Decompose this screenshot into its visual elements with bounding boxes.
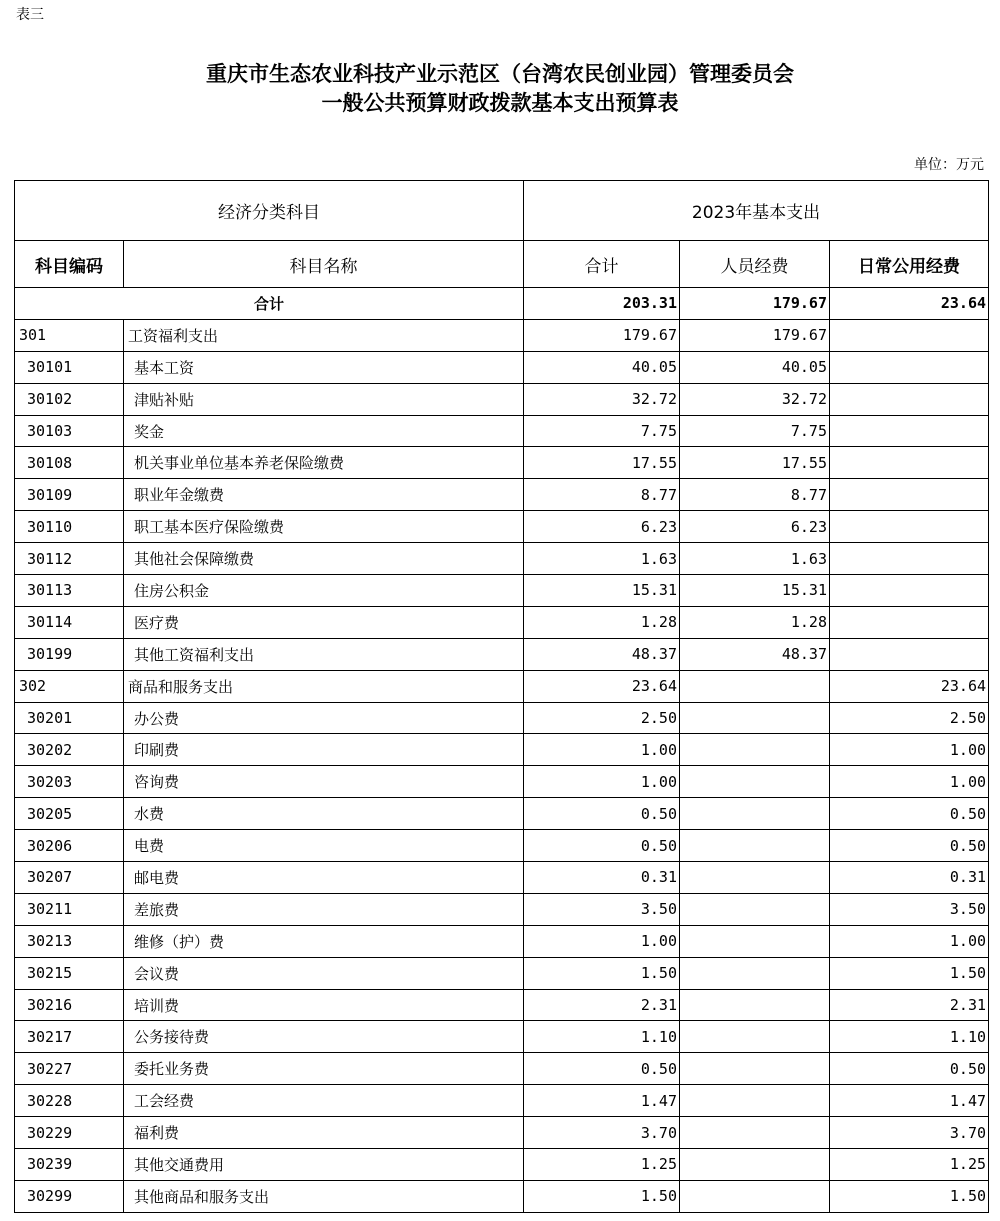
table-row [15, 1117, 989, 1149]
table-row [15, 893, 989, 925]
cell-name: 办公费 [124, 702, 524, 734]
cell-daily: 1.00 [830, 925, 989, 957]
header-row-top [15, 181, 989, 241]
table-row [15, 383, 989, 415]
table-row [15, 830, 989, 862]
cell-daily: 2.31 [830, 989, 989, 1021]
cell-total: 1.63 [524, 543, 680, 575]
cell-name: 医疗费 [124, 606, 524, 638]
cell-personnel: 179.67 [680, 319, 830, 351]
cell-name: 其他社会保障缴费 [124, 543, 524, 575]
table-row [15, 543, 989, 575]
table-row [15, 1053, 989, 1085]
cell-total: 3.50 [524, 893, 680, 925]
table-row [15, 989, 989, 1021]
cell-daily [830, 383, 989, 415]
table-row [15, 606, 989, 638]
cell-name: 奖金 [124, 415, 524, 447]
cell-code: 30203 [15, 766, 124, 798]
cell-total: 3.70 [524, 1117, 680, 1149]
cell-personnel: 6.23 [680, 511, 830, 543]
cell-total: 32.72 [524, 383, 680, 415]
cell-daily: 0.50 [830, 830, 989, 862]
cell-code: 30102 [15, 383, 124, 415]
unit-label: 单位：万元 [914, 157, 984, 173]
cell-daily [830, 319, 989, 351]
cell-total: 1.25 [524, 1149, 680, 1181]
cell-total: 1.47 [524, 1085, 680, 1117]
cell-code: 30299 [15, 1180, 124, 1212]
cell-daily [830, 638, 989, 670]
cell-daily [830, 479, 989, 511]
cell-total: 1.50 [524, 957, 680, 989]
table-row [15, 319, 989, 351]
cell-code: 30109 [15, 479, 124, 511]
cell-daily: 1.50 [830, 957, 989, 989]
cell-daily [830, 351, 989, 383]
cell-daily: 0.50 [830, 1053, 989, 1085]
cell-personnel [680, 1149, 830, 1181]
total-row [15, 288, 989, 320]
cell-total: 0.31 [524, 862, 680, 894]
cell-personnel [680, 670, 830, 702]
table-row [15, 1085, 989, 1117]
table-row [15, 575, 989, 607]
header-personnel: 人员经费 [680, 241, 830, 288]
cell-personnel [680, 1117, 830, 1149]
total-daily: 23.64 [830, 288, 989, 320]
cell-daily: 0.31 [830, 862, 989, 894]
cell-name: 津贴补贴 [124, 383, 524, 415]
cell-code: 30205 [15, 798, 124, 830]
cell-personnel: 8.77 [680, 479, 830, 511]
header-total: 合计 [524, 241, 680, 288]
cell-total: 6.23 [524, 511, 680, 543]
cell-code: 30229 [15, 1117, 124, 1149]
cell-total: 1.50 [524, 1180, 680, 1212]
cell-total: 1.10 [524, 1021, 680, 1053]
cell-total: 7.75 [524, 415, 680, 447]
cell-total: 23.64 [524, 670, 680, 702]
cell-personnel: 1.28 [680, 606, 830, 638]
cell-total: 1.00 [524, 925, 680, 957]
header-econ-class: 经济分类科目 [15, 181, 524, 241]
cell-name: 公务接待费 [124, 1021, 524, 1053]
table-row [15, 447, 989, 479]
header-daily: 日常公用经费 [830, 241, 989, 288]
table-row [15, 351, 989, 383]
cell-name: 维修（护）费 [124, 925, 524, 957]
cell-name: 基本工资 [124, 351, 524, 383]
cell-name: 职工基本医疗保险缴费 [124, 511, 524, 543]
total-label: 合计 [15, 288, 524, 320]
table-number-label: 表三 [16, 7, 44, 23]
table-row [15, 1149, 989, 1181]
cell-name: 邮电费 [124, 862, 524, 894]
cell-name: 住房公积金 [124, 575, 524, 607]
cell-code: 30113 [15, 575, 124, 607]
cell-code: 30206 [15, 830, 124, 862]
cell-daily [830, 447, 989, 479]
budget-table [14, 180, 989, 1213]
cell-personnel [680, 1053, 830, 1085]
header-row-columns [15, 241, 989, 288]
cell-daily: 1.00 [830, 734, 989, 766]
cell-personnel [680, 766, 830, 798]
cell-code: 30108 [15, 447, 124, 479]
table-row [15, 862, 989, 894]
cell-daily [830, 511, 989, 543]
cell-name: 差旅费 [124, 893, 524, 925]
cell-personnel [680, 862, 830, 894]
cell-personnel [680, 734, 830, 766]
cell-personnel [680, 989, 830, 1021]
cell-total: 2.50 [524, 702, 680, 734]
cell-daily: 2.50 [830, 702, 989, 734]
cell-code: 30201 [15, 702, 124, 734]
cell-name: 印刷费 [124, 734, 524, 766]
total-personnel: 179.67 [680, 288, 830, 320]
cell-code: 30110 [15, 511, 124, 543]
cell-personnel: 15.31 [680, 575, 830, 607]
cell-daily: 1.25 [830, 1149, 989, 1181]
cell-daily: 3.70 [830, 1117, 989, 1149]
cell-personnel [680, 798, 830, 830]
cell-total: 179.67 [524, 319, 680, 351]
table-row [15, 511, 989, 543]
cell-daily [830, 543, 989, 575]
cell-code: 30239 [15, 1149, 124, 1181]
cell-personnel: 32.72 [680, 383, 830, 415]
cell-name: 培训费 [124, 989, 524, 1021]
cell-code: 30213 [15, 925, 124, 957]
cell-name: 电费 [124, 830, 524, 862]
cell-daily: 1.00 [830, 766, 989, 798]
cell-daily: 0.50 [830, 798, 989, 830]
header-code: 科目编码 [15, 241, 124, 288]
cell-personnel [680, 702, 830, 734]
cell-total: 17.55 [524, 447, 680, 479]
cell-name: 福利费 [124, 1117, 524, 1149]
cell-total: 40.05 [524, 351, 680, 383]
cell-personnel [680, 893, 830, 925]
cell-daily [830, 575, 989, 607]
cell-daily: 1.47 [830, 1085, 989, 1117]
cell-code: 30103 [15, 415, 124, 447]
table-row [15, 670, 989, 702]
table-row [15, 925, 989, 957]
cell-code: 30114 [15, 606, 124, 638]
cell-code: 30228 [15, 1085, 124, 1117]
table-row [15, 1021, 989, 1053]
cell-name: 会议费 [124, 957, 524, 989]
table-row [15, 766, 989, 798]
cell-code: 301 [15, 319, 124, 351]
header-year-basic: 2023年基本支出 [524, 181, 989, 241]
cell-name: 委托业务费 [124, 1053, 524, 1085]
cell-name: 机关事业单位基本养老保险缴费 [124, 447, 524, 479]
cell-name: 水费 [124, 798, 524, 830]
cell-code: 30216 [15, 989, 124, 1021]
cell-personnel [680, 925, 830, 957]
document-title-line2: 一般公共预算财政拨款基本支出预算表 [321, 90, 679, 115]
cell-code: 30215 [15, 957, 124, 989]
cell-code: 30112 [15, 543, 124, 575]
cell-total: 48.37 [524, 638, 680, 670]
table-row [15, 702, 989, 734]
cell-total: 15.31 [524, 575, 680, 607]
cell-name: 商品和服务支出 [124, 670, 524, 702]
cell-total: 1.00 [524, 766, 680, 798]
cell-code: 30199 [15, 638, 124, 670]
table-row [15, 1180, 989, 1212]
cell-personnel [680, 1085, 830, 1117]
cell-daily: 1.10 [830, 1021, 989, 1053]
cell-daily [830, 415, 989, 447]
cell-code: 30207 [15, 862, 124, 894]
cell-code: 30217 [15, 1021, 124, 1053]
cell-personnel: 48.37 [680, 638, 830, 670]
total-amount: 203.31 [524, 288, 680, 320]
cell-total: 1.28 [524, 606, 680, 638]
table-row [15, 734, 989, 766]
cell-total: 2.31 [524, 989, 680, 1021]
cell-code: 30211 [15, 893, 124, 925]
document-title-line1: 重庆市生态农业科技产业示范区（台湾农民创业园）管理委员会 [206, 61, 794, 86]
table-row [15, 957, 989, 989]
cell-code: 30227 [15, 1053, 124, 1085]
cell-personnel: 17.55 [680, 447, 830, 479]
cell-personnel [680, 1021, 830, 1053]
cell-name: 其他交通费用 [124, 1149, 524, 1181]
cell-name: 工资福利支出 [124, 319, 524, 351]
cell-daily: 3.50 [830, 893, 989, 925]
cell-daily: 23.64 [830, 670, 989, 702]
header-name: 科目名称 [124, 241, 524, 288]
cell-total: 0.50 [524, 1053, 680, 1085]
cell-total: 1.00 [524, 734, 680, 766]
cell-name: 工会经费 [124, 1085, 524, 1117]
cell-personnel: 1.63 [680, 543, 830, 575]
cell-daily: 1.50 [830, 1180, 989, 1212]
cell-code: 30101 [15, 351, 124, 383]
table-row [15, 479, 989, 511]
cell-personnel [680, 830, 830, 862]
cell-total: 0.50 [524, 798, 680, 830]
cell-code: 302 [15, 670, 124, 702]
cell-personnel: 7.75 [680, 415, 830, 447]
cell-total: 8.77 [524, 479, 680, 511]
cell-personnel [680, 957, 830, 989]
cell-personnel [680, 1180, 830, 1212]
cell-name: 其他工资福利支出 [124, 638, 524, 670]
cell-total: 0.50 [524, 830, 680, 862]
cell-code: 30202 [15, 734, 124, 766]
cell-personnel: 40.05 [680, 351, 830, 383]
table-row [15, 638, 989, 670]
cell-name: 职业年金缴费 [124, 479, 524, 511]
table-row [15, 415, 989, 447]
cell-name: 咨询费 [124, 766, 524, 798]
cell-name: 其他商品和服务支出 [124, 1180, 524, 1212]
cell-daily [830, 606, 989, 638]
table-row [15, 798, 989, 830]
